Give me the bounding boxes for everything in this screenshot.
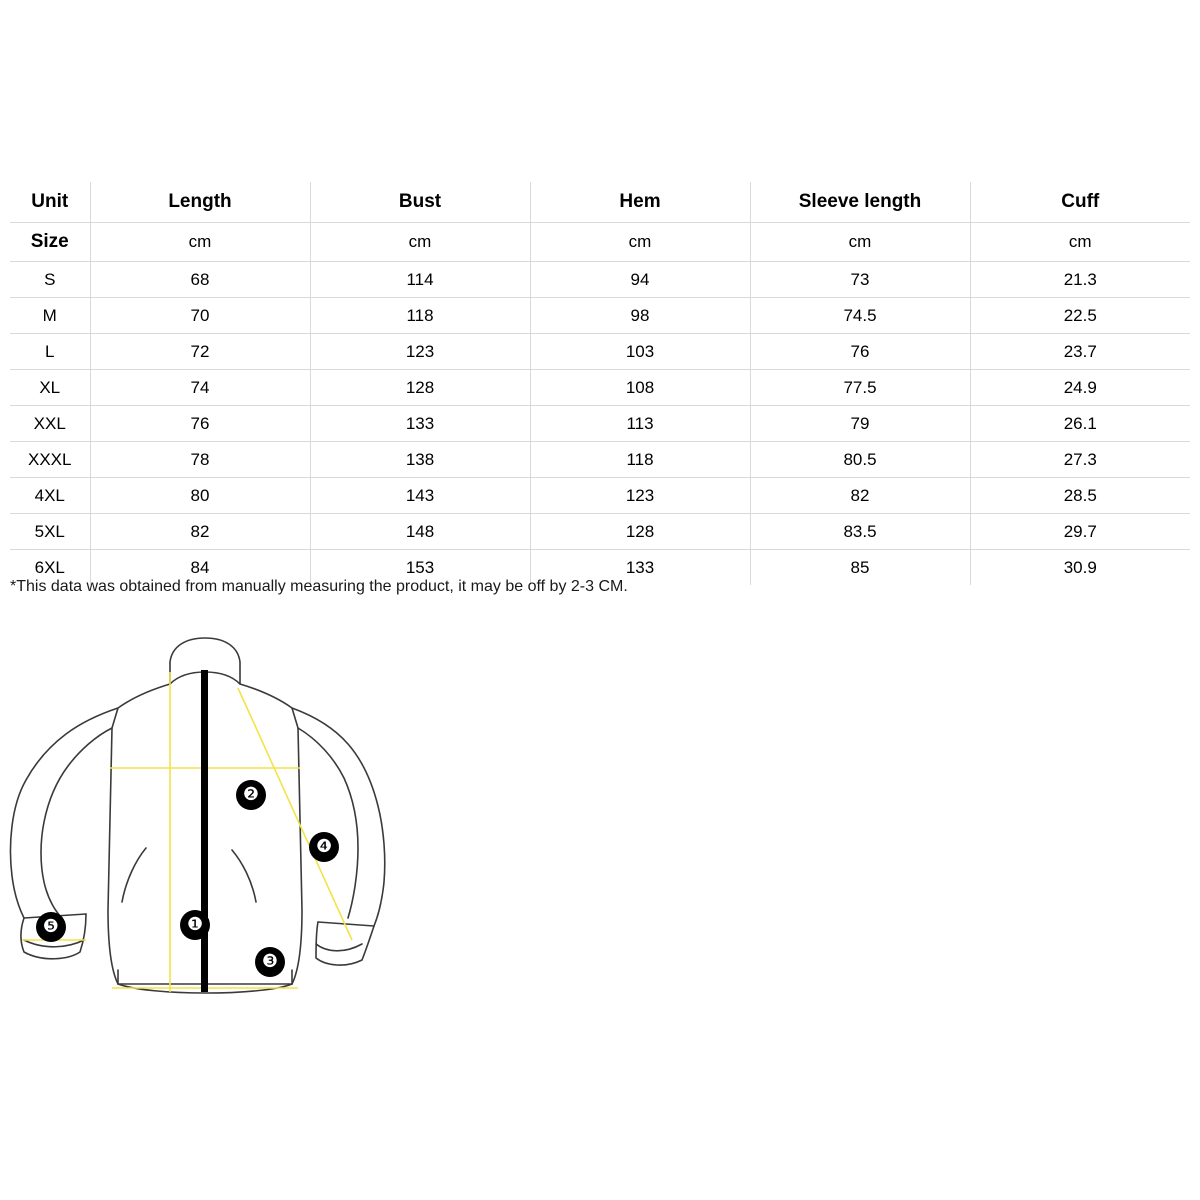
left-sleeve xyxy=(11,708,119,918)
marker-4-sleeve-length: ❹ xyxy=(309,832,339,862)
table-row xyxy=(10,298,1190,334)
cell-length: 80 xyxy=(90,478,310,514)
cell-bust: 118 xyxy=(310,298,530,334)
cell-size: 4XL xyxy=(10,478,90,514)
right-sleeve xyxy=(292,708,385,926)
sleeve-length-guide xyxy=(238,688,352,940)
cell-cuff: 24.9 xyxy=(970,370,1190,406)
cell-sleeve: 83.5 xyxy=(750,514,970,550)
marker-1-length: ❶ xyxy=(180,910,210,940)
unit-cuff: cm xyxy=(970,223,1190,262)
cell-length: 74 xyxy=(90,370,310,406)
table-row xyxy=(10,406,1190,442)
left-sleeve-inner xyxy=(41,728,112,918)
column-header-unit: Unit xyxy=(10,182,90,223)
table-row xyxy=(10,442,1190,478)
cell-hem: 113 xyxy=(530,406,750,442)
cell-size: S xyxy=(10,262,90,298)
cell-bust: 123 xyxy=(310,334,530,370)
jacket-measurement-diagram xyxy=(0,610,470,1030)
right-cuff-line xyxy=(316,944,362,951)
cell-hem: 108 xyxy=(530,370,750,406)
cell-cuff: 21.3 xyxy=(970,262,1190,298)
cell-hem: 133 xyxy=(530,550,750,586)
jacket-illustration xyxy=(0,610,470,1030)
cell-size: XXL xyxy=(10,406,90,442)
cell-hem: 118 xyxy=(530,442,750,478)
table-row xyxy=(10,262,1190,298)
cell-size: 5XL xyxy=(10,514,90,550)
cell-length: 68 xyxy=(90,262,310,298)
cell-hem: 128 xyxy=(530,514,750,550)
right-sleeve-inner xyxy=(298,728,358,918)
cell-bust: 133 xyxy=(310,406,530,442)
cell-hem: 103 xyxy=(530,334,750,370)
column-header-sleeve-length: Sleeve length xyxy=(750,182,970,223)
cell-sleeve: 80.5 xyxy=(750,442,970,478)
row-header-size: Size xyxy=(10,223,90,262)
zipper xyxy=(201,670,208,992)
cell-cuff: 30.9 xyxy=(970,550,1190,586)
cell-length: 82 xyxy=(90,514,310,550)
cell-length: 72 xyxy=(90,334,310,370)
marker-2-bust: ❷ xyxy=(236,780,266,810)
column-header-cuff: Cuff xyxy=(970,182,1190,223)
cell-length: 70 xyxy=(90,298,310,334)
cell-cuff: 27.3 xyxy=(970,442,1190,478)
right-pocket xyxy=(232,850,256,902)
marker-5-cuff: ❺ xyxy=(36,912,66,942)
cell-sleeve: 77.5 xyxy=(750,370,970,406)
column-header-length: Length xyxy=(90,182,310,223)
cell-cuff: 28.5 xyxy=(970,478,1190,514)
cell-sleeve: 82 xyxy=(750,478,970,514)
unit-sleeve: cm xyxy=(750,223,970,262)
cell-size: XXXL xyxy=(10,442,90,478)
cell-hem: 123 xyxy=(530,478,750,514)
cell-bust: 138 xyxy=(310,442,530,478)
cell-cuff: 26.1 xyxy=(970,406,1190,442)
table-row xyxy=(10,478,1190,514)
cell-bust: 143 xyxy=(310,478,530,514)
cell-sleeve: 79 xyxy=(750,406,970,442)
cell-length: 78 xyxy=(90,442,310,478)
table-row xyxy=(10,370,1190,406)
table-unit-row xyxy=(10,223,1190,262)
cell-sleeve: 74.5 xyxy=(750,298,970,334)
cell-sleeve: 73 xyxy=(750,262,970,298)
cell-size: 6XL xyxy=(10,550,90,586)
column-header-hem: Hem xyxy=(530,182,750,223)
cell-size: L xyxy=(10,334,90,370)
column-header-bust: Bust xyxy=(310,182,530,223)
table-header-row xyxy=(10,182,1190,223)
cell-size: M xyxy=(10,298,90,334)
unit-bust: cm xyxy=(310,223,530,262)
cell-cuff: 23.7 xyxy=(970,334,1190,370)
left-pocket xyxy=(122,848,146,902)
cell-sleeve: 85 xyxy=(750,550,970,586)
cell-length: 84 xyxy=(90,550,310,586)
table-row xyxy=(10,514,1190,550)
cell-size: XL xyxy=(10,370,90,406)
unit-hem: cm xyxy=(530,223,750,262)
cell-hem: 94 xyxy=(530,262,750,298)
cell-bust: 128 xyxy=(310,370,530,406)
cell-bust: 153 xyxy=(310,550,530,586)
cell-cuff: 29.7 xyxy=(970,514,1190,550)
unit-length: cm xyxy=(90,223,310,262)
cell-bust: 114 xyxy=(310,262,530,298)
cell-cuff: 22.5 xyxy=(970,298,1190,334)
cell-bust: 148 xyxy=(310,514,530,550)
right-cuff xyxy=(316,922,374,965)
size-chart-table xyxy=(10,182,1190,585)
cell-length: 76 xyxy=(90,406,310,442)
cell-sleeve: 76 xyxy=(750,334,970,370)
cell-hem: 98 xyxy=(530,298,750,334)
marker-3-hem: ❸ xyxy=(255,947,285,977)
measurement-disclaimer: *This data was obtained from manually measuring the product, it may be off by 2-3 CM. xyxy=(10,578,628,595)
table-row xyxy=(10,334,1190,370)
